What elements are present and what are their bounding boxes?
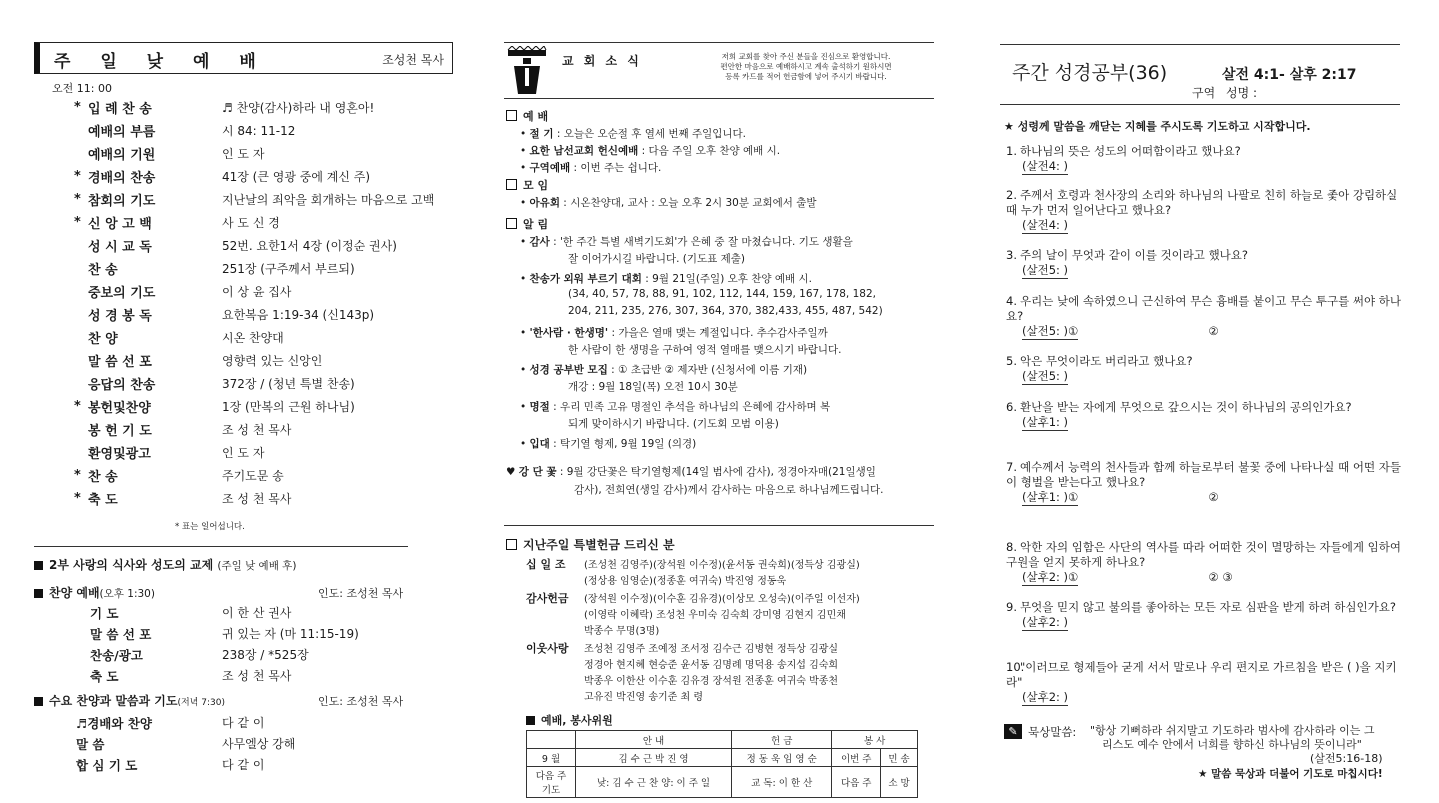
notice-line: • 성경 공부반 모집 : ① 초급반 ② 제자반 (신청서에 이름 기재) bbox=[520, 364, 808, 376]
order-item-label: 봉 헌 기 도 bbox=[88, 424, 152, 439]
answer-reference: (살후2: ) bbox=[1022, 615, 1069, 629]
answer-extra: ② bbox=[1208, 490, 1219, 504]
notice-text: 우리 민족 고유 명절인 추석을 하나님의 은혜에 감사하며 복 bbox=[560, 401, 831, 413]
notice-key: 입대 bbox=[529, 438, 550, 450]
question-text: 악한 자의 임함은 사단의 역사를 따라 어떠한 것이 멸망하는 자들에게 임하여 구원을 얻지 못하게 하나요? bbox=[1006, 540, 1401, 569]
news-item: • 아유회 : 시온찬양대, 교사 : 오늘 오후 2시 30분 교회에서 출발 bbox=[520, 197, 817, 209]
order-item-value: 조 성 천 목사 bbox=[222, 423, 292, 437]
answer-line[interactable] bbox=[1006, 324, 1406, 340]
table-cell: 9 월 bbox=[527, 749, 576, 767]
answer-reference: (살전5: )① bbox=[1022, 324, 1079, 338]
flowers-text: 감사), 전희연(생일 감사)께서 감사하는 마음으로 하나님께드립니다. bbox=[574, 484, 884, 496]
question-text: 환난을 받는 자에게 무엇으로 갚으시는 것이 하나님의 공의인가요? bbox=[1020, 400, 1352, 414]
notice-text: '한 주간 특별 새벽기도회'가 은혜 중 잘 마쳤습니다. 기도 생활을 bbox=[560, 236, 853, 248]
order-item-value: 1장 (만복의 근원 하나님) bbox=[222, 400, 355, 414]
notice-key: 찬송가 외워 부르기 대회 bbox=[529, 273, 642, 285]
bullet-square-icon bbox=[526, 716, 535, 725]
flowers-line: ♥ 강 단 꽃 : 9월 강단꽃은 탁기열형제(14일 범사에 감사), 정경아자매(21일생일 bbox=[506, 466, 876, 478]
answer-line[interactable] bbox=[1006, 615, 1406, 631]
bullet-square-icon bbox=[34, 697, 43, 706]
order-item-label: 찬 송 bbox=[88, 263, 118, 278]
checkbox-icon bbox=[506, 218, 517, 229]
flowers-line bbox=[574, 482, 884, 497]
offering-names: 조성천 김영주 조예정 조서정 김수근 김병현 정득상 김광실 bbox=[584, 644, 839, 655]
order-item-label: 축 도 bbox=[88, 493, 118, 508]
praise-item-value: 238장 / *525장 bbox=[222, 648, 309, 662]
notice-line: • 찬송가 외워 부르기 대회 : 9월 21일(주일) 오후 찬양 예배 시. bbox=[520, 273, 812, 285]
answer-reference: (살후2: ) bbox=[1022, 690, 1069, 704]
worship-time: 오전 11: 00 bbox=[52, 82, 112, 95]
order-item-value: 지난날의 죄악을 회개하는 마음으로 고백 bbox=[222, 193, 435, 207]
question-text: 주께서 호령과 천사장의 소리와 하나님의 나팔로 친히 하늘로 좇아 강림하실 때 누가 먼저 일어난다고 했나요? bbox=[1006, 188, 1398, 217]
answer-line[interactable] bbox=[1006, 415, 1406, 431]
duty-heading: 예배, 봉사위원 bbox=[526, 712, 613, 728]
checkbox-icon bbox=[506, 179, 517, 190]
question-text: "이러므로 형제들아 굳게 서서 말로나 우리 편지로 가르침을 받은 ( )을 지키라" bbox=[1006, 660, 1397, 689]
table-header: 헌 금 bbox=[732, 731, 832, 749]
order-item-value: 372장 / (청년 특별 찬송) bbox=[222, 377, 355, 391]
bullet-square-icon bbox=[34, 589, 43, 598]
offering-names: (이영락 이혜락) 조성천 우미숙 김숙희 강미영 김현지 김민채 bbox=[584, 610, 846, 621]
meditation-verse: "항상 기뻐하라 쉬지말고 기도하라 범사에 감사하라 이는 그 리스도 예수 안에서 너희를 향하신 하나님의 뜻이니라" (살전5:16-18) bbox=[1090, 724, 1383, 765]
question-item bbox=[1006, 460, 1406, 506]
divider bbox=[504, 42, 934, 43]
offering-names: 박종우 이한산 이수훈 김유경 장석원 전종훈 여귀숙 박종천 bbox=[584, 676, 839, 687]
answer-line[interactable] bbox=[1006, 159, 1406, 175]
question-item bbox=[1006, 660, 1406, 706]
order-item-label: 찬 양 bbox=[88, 332, 118, 347]
group-label: 구역 bbox=[1192, 86, 1216, 100]
order-item-label: 응답의 찬송 bbox=[88, 378, 156, 393]
table-header: 봉 사 bbox=[832, 731, 918, 749]
question-text: 무엇을 믿지 않고 불의를 좋아하는 모든 자로 심판을 받게 하려 하심인가요? bbox=[1020, 600, 1396, 614]
order-item-label: 말 씀 선 포 bbox=[88, 355, 152, 370]
checkbox-icon bbox=[506, 110, 517, 121]
name-label: 성명 : bbox=[1226, 86, 1258, 100]
news-item: • 절 기 : 오늘은 오순절 후 열세 번째 주일입니다. bbox=[520, 128, 747, 140]
offering-key: 감사헌금 bbox=[526, 592, 569, 605]
order-item-value: 시온 찬양대 bbox=[222, 331, 284, 345]
answer-line[interactable] bbox=[1006, 218, 1406, 234]
news-item-key: 아유회 bbox=[529, 197, 560, 209]
news-item-key: 절 기 bbox=[529, 128, 554, 140]
praise-item-value: 귀 있는 자 (마 11:15-19) bbox=[222, 627, 359, 641]
divider bbox=[504, 98, 934, 99]
table-header bbox=[527, 731, 576, 749]
news-item-text: 다음 주일 오후 찬양 예배 시. bbox=[648, 145, 781, 157]
question-item bbox=[1006, 248, 1406, 279]
wednesday-item-label: ♬경배와 찬양 bbox=[76, 716, 152, 731]
answer-reference: (살전4: ) bbox=[1022, 159, 1069, 173]
required-standing-marker: * bbox=[74, 399, 81, 414]
praise-leader: 인도: 조성천 목사 bbox=[318, 587, 404, 600]
study-column bbox=[990, 0, 1439, 803]
answer-line[interactable] bbox=[1006, 690, 1406, 706]
table-cell: 다음 주 bbox=[832, 767, 881, 798]
news-item-text: 이번 주는 쉽니다. bbox=[580, 162, 662, 174]
table-cell: 정 동 욱 임 영 순 bbox=[732, 749, 832, 767]
question-number: 4. bbox=[1006, 294, 1017, 308]
question-item bbox=[1006, 188, 1406, 234]
table-row bbox=[527, 731, 918, 749]
order-item-label: 환영및광고 bbox=[88, 447, 151, 462]
offering-names: 박종수 무명(3명) bbox=[584, 626, 660, 637]
worship-preacher: 조성천 목사 bbox=[382, 53, 444, 67]
question-number: 5. bbox=[1006, 354, 1017, 368]
order-item-label: 예배의 부름 bbox=[88, 125, 156, 140]
worship-header bbox=[34, 42, 453, 74]
table-cell: 다음 주 기도 bbox=[527, 767, 576, 798]
answer-extra: ② bbox=[1208, 324, 1219, 338]
church-logo-icon bbox=[506, 46, 550, 96]
table-cell: 민 송 bbox=[881, 749, 918, 767]
answer-extra: ② ③ bbox=[1208, 570, 1233, 584]
notice-text: 가을은 열매 맺는 계절입니다. 추수감사주일까 bbox=[618, 327, 828, 339]
required-standing-marker: * bbox=[74, 169, 81, 184]
notice-line bbox=[568, 305, 883, 317]
study-intro: ★ 성령께 말씀을 깨닫는 지혜를 주시도록 기도하고 시작합니다. bbox=[1004, 120, 1311, 133]
notice-text: 탁기열 형제, 9월 19일 (의경) bbox=[560, 438, 697, 450]
question-item bbox=[1006, 400, 1406, 431]
praise-service-heading: 찬양 예배(오후 1:30) bbox=[34, 584, 155, 601]
question-number: 3. bbox=[1006, 248, 1017, 262]
section-title: 알 림 bbox=[523, 218, 549, 231]
answer-reference: (살후1: ) bbox=[1022, 415, 1069, 429]
question-item bbox=[1006, 540, 1406, 586]
offering-names: 정경아 현지혜 현승준 윤서동 김명례 명덕용 송지섭 김숙희 bbox=[584, 660, 839, 671]
notice-text: 잘 이어가시길 바랍니다. (기도표 제출) bbox=[568, 253, 746, 265]
praise-item-label: 기 도 bbox=[90, 606, 119, 621]
question-number: 8. bbox=[1006, 540, 1017, 554]
notice-line bbox=[568, 416, 779, 431]
praise-item-value: 이 한 산 권사 bbox=[222, 606, 292, 620]
answer-reference: (살전5: ) bbox=[1022, 263, 1069, 277]
wednesday-item-value: 다 같 이 bbox=[222, 716, 265, 730]
news-section-heading bbox=[506, 216, 548, 232]
required-standing-marker: * bbox=[74, 100, 81, 115]
answer-line[interactable] bbox=[1006, 369, 1406, 385]
checkbox-icon bbox=[506, 539, 517, 550]
question-text: 예수께서 능력의 천사들과 함께 하늘로부터 불꽃 중에 나타나실 때 어떤 자들이 형벌을 받는다고 했나요? bbox=[1006, 460, 1401, 489]
praise-item-label: 말 씀 선 포 bbox=[90, 627, 152, 642]
order-item-label: 봉헌및찬양 bbox=[88, 401, 151, 416]
notice-key: 성경 공부반 모집 bbox=[529, 364, 608, 376]
offering-names: (정상용 임영순)(정종훈 여귀숙) 박진영 정동욱 bbox=[584, 576, 787, 587]
news-item: • 구역예배 : 이번 주는 쉽니다. bbox=[520, 162, 662, 174]
table-row bbox=[527, 767, 918, 798]
news-item-key: 구역예배 bbox=[529, 162, 571, 174]
news-title: 교 회 소 식 bbox=[562, 54, 642, 68]
answer-reference: (살후2: )① bbox=[1022, 570, 1079, 584]
notice-line: • 입대 : 탁기열 형제, 9월 19일 (의경) bbox=[520, 438, 697, 450]
order-item-label: 입 례 찬 송 bbox=[88, 102, 152, 117]
wednesday-item-label: 말 씀 bbox=[76, 737, 105, 752]
question-number: 10. bbox=[1006, 660, 1025, 674]
study-range: 살전 4:1- 살후 2:17 bbox=[1222, 67, 1357, 83]
table-cell: 소 망 bbox=[881, 767, 918, 798]
book-icon: ✎ bbox=[1004, 724, 1022, 739]
table-cell: 낮: 김 수 근 찬 양: 이 주 일 bbox=[576, 767, 732, 798]
order-item-label: 성 시 교 독 bbox=[88, 240, 152, 255]
divider bbox=[34, 546, 408, 547]
wednesday-leader: 인도: 조성천 목사 bbox=[318, 695, 404, 708]
offering-names: 고유진 박진영 송기준 최 령 bbox=[584, 692, 703, 703]
order-item-value: 주기도문 송 bbox=[222, 469, 284, 483]
question-item bbox=[1006, 354, 1406, 385]
table-cell: 김 수 근 박 진 영 bbox=[576, 749, 732, 767]
required-standing-marker: * bbox=[74, 215, 81, 230]
wednesday-heading: 수요 찬양과 말씀과 기도(저녁 7:30) bbox=[34, 692, 225, 709]
standing-note: * 표는 일어섭니다. bbox=[175, 522, 245, 532]
closing-note: ★ 말씀 묵상과 더불어 기도로 마칩시다! bbox=[1198, 768, 1383, 780]
notice-line: • '한사람 · 한생명' : 가을은 열매 맺는 계절입니다. 추수감사주일까 bbox=[520, 327, 828, 339]
flowers-key: 강 단 꽃 bbox=[518, 466, 557, 478]
question-text: 주의 날이 무엇과 같이 이를 것이라고 했나요? bbox=[1020, 248, 1248, 262]
divider bbox=[504, 525, 934, 526]
order-item-label: 찬 송 bbox=[88, 470, 118, 485]
table-cell: 이번 주 bbox=[832, 749, 881, 767]
order-item-value: 251장 (구주께서 부르되) bbox=[222, 262, 355, 276]
worship-title: 주 일 낮 예 배 bbox=[54, 52, 268, 72]
order-item-label: 성 경 봉 독 bbox=[88, 309, 152, 324]
divider bbox=[1000, 44, 1400, 45]
news-item-text: 시온찬양대, 교사 : 오늘 오후 2시 30분 교회에서 출발 bbox=[570, 197, 817, 209]
notice-text: 9월 21일(주일) 오후 찬양 예배 시. bbox=[652, 273, 812, 285]
offering-names: (조성천 김영주)(장석원 이수정)(윤서동 권숙희)(정득상 김광실) bbox=[584, 560, 860, 571]
notice-line bbox=[568, 251, 745, 266]
answer-reference: (살전5: ) bbox=[1022, 369, 1069, 383]
offering-key: 이웃사랑 bbox=[526, 642, 569, 655]
notice-text: 되게 맞이하시기 바랍니다. (기도회 모범 이용) bbox=[568, 418, 779, 430]
section-title: 예 배 bbox=[523, 110, 549, 123]
study-title: 주간 성경공부(36) bbox=[1012, 62, 1168, 84]
answer-reference: (살전4: ) bbox=[1022, 218, 1069, 232]
required-standing-marker: * bbox=[74, 491, 81, 506]
question-text: 하나님의 뜻은 성도의 어떠함이라고 했나요? bbox=[1020, 144, 1241, 158]
notice-key: '한사람 · 한생명' bbox=[529, 327, 609, 339]
wednesday-item-label: 합 심 기 도 bbox=[76, 758, 138, 773]
required-standing-marker: * bbox=[74, 468, 81, 483]
question-number: 6. bbox=[1006, 400, 1017, 414]
question-text: 우리는 낮에 속하였으니 근신하여 무슨 흉배를 붙이고 무슨 투구를 써야 하나요? bbox=[1006, 294, 1401, 323]
praise-item-label: 찬송/광고 bbox=[90, 648, 143, 663]
wednesday-item-value: 다 같 이 bbox=[222, 758, 265, 772]
news-section-heading bbox=[506, 108, 548, 124]
praise-item-label: 축 도 bbox=[90, 669, 119, 684]
offering-names: (장석원 이수정)(이수훈 김유경)(이상모 오성숙)(이주일 이선자) bbox=[584, 594, 860, 605]
required-standing-marker: * bbox=[74, 192, 81, 207]
question-item bbox=[1006, 294, 1406, 340]
order-item-value: 시 84: 11-12 bbox=[222, 124, 296, 138]
order-item-value: 52번. 요한1서 4장 (이정순 권사) bbox=[222, 239, 397, 253]
offering-key: 십 일 조 bbox=[526, 558, 566, 571]
order-item-value: ♬ 찬양(감사)하라 내 영혼아! bbox=[222, 101, 375, 115]
order-item-label: 참회의 기도 bbox=[88, 194, 156, 209]
praise-item-value: 조 성 천 목사 bbox=[222, 669, 292, 683]
order-item-value: 영향력 있는 신앙인 bbox=[222, 354, 323, 368]
order-item-value: 이 상 윤 집사 bbox=[222, 285, 292, 299]
bullet-square-icon bbox=[34, 561, 43, 570]
welcome-note: 저희 교회를 찾아 주신 분들을 진심으로 환영합니다. 편안한 마음으로 예배하시고 계속 출석하기 원하시면 등록 카드를 적어 헌금함에 넣어 주시기 바랍니다. bbox=[720, 52, 892, 81]
notice-key: 명절 bbox=[529, 401, 550, 413]
order-item-value: 41장 (큰 영광 중에 계신 주) bbox=[222, 170, 371, 184]
news-item-key: 요한 남선교회 헌신예배 bbox=[529, 145, 639, 157]
notice-line bbox=[568, 379, 738, 394]
notice-line: • 명절 : 우리 민족 고유 명절인 추석을 하나님의 은혜에 감사하며 복 bbox=[520, 401, 831, 413]
second-part-heading: 2부 사랑의 식사와 성도의 교제 (주일 낮 예배 후) bbox=[34, 556, 296, 573]
offering-heading: 지난주일 특별헌금 드리신 분 bbox=[506, 536, 675, 553]
question-item bbox=[1006, 144, 1406, 175]
table-row bbox=[527, 749, 918, 767]
order-item-label: 중보의 기도 bbox=[88, 286, 156, 301]
wednesday-item-value: 사무엘상 강해 bbox=[222, 737, 296, 751]
order-item-value: 인 도 자 bbox=[222, 147, 265, 161]
question-text: 악은 무엇이라도 버리라고 했나요? bbox=[1020, 354, 1193, 368]
order-item-value: 조 성 천 목사 bbox=[222, 492, 292, 506]
section-title: 모 임 bbox=[523, 179, 549, 192]
order-item-value: 인 도 자 bbox=[222, 446, 265, 460]
question-number: 2. bbox=[1006, 188, 1017, 202]
notice-line bbox=[568, 288, 876, 300]
answer-line[interactable] bbox=[1006, 263, 1406, 279]
news-item-text: 오늘은 오순절 후 열세 번째 주일입니다. bbox=[563, 128, 747, 140]
notice-line bbox=[568, 342, 841, 357]
duty-table bbox=[526, 730, 918, 798]
table-header: 안 내 bbox=[576, 731, 732, 749]
notice-text: 개강 : 9월 18일(목) 오전 10시 30분 bbox=[568, 381, 738, 393]
notice-key: 감사 bbox=[529, 236, 550, 248]
question-item bbox=[1006, 600, 1406, 631]
answer-reference: (살후1: )① bbox=[1022, 490, 1079, 504]
news-column bbox=[490, 0, 950, 803]
answer-line[interactable] bbox=[1006, 490, 1406, 506]
worship-column bbox=[0, 0, 470, 803]
order-item-value: 사 도 신 경 bbox=[222, 216, 280, 230]
order-item-label: 경배의 찬송 bbox=[88, 171, 156, 186]
answer-line[interactable] bbox=[1006, 570, 1406, 586]
order-item-value: 요한복음 1:19-34 (신143p) bbox=[222, 308, 375, 322]
notice-text: 204, 211, 235, 276, 307, 364, 370, 382,433, 455, 487, 542) bbox=[568, 305, 883, 317]
flowers-text: 9월 강단꽃은 탁기열형제(14일 범사에 감사), 정경아자매(21일생일 bbox=[566, 466, 876, 478]
notice-line: • 감사 : '한 주간 특별 새벽기도회'가 은혜 중 잘 마쳤습니다. 기도 생활을 bbox=[520, 236, 853, 248]
question-number: 1. bbox=[1006, 144, 1017, 158]
order-item-label: 신 앙 고 백 bbox=[88, 217, 152, 232]
notice-text: (34, 40, 57, 78, 88, 91, 102, 112, 144, 159, 167, 178, 182, bbox=[568, 288, 876, 300]
notice-text: ① 초급반 ② 제자반 (신청서에 이름 기재) bbox=[618, 364, 808, 376]
meditation-label: 묵상말씀: bbox=[1028, 725, 1077, 739]
news-item: • 요한 남선교회 헌신예배 : 다음 주일 오후 찬양 예배 시. bbox=[520, 145, 781, 157]
news-section-heading bbox=[506, 177, 548, 193]
question-number: 7. bbox=[1006, 460, 1017, 474]
question-number: 9. bbox=[1006, 600, 1017, 614]
divider bbox=[1000, 104, 1400, 105]
notice-text: 한 사람이 한 생명을 구하여 영적 열매를 맺으시기 바랍니다. bbox=[568, 344, 842, 356]
order-item-label: 예배의 기원 bbox=[88, 148, 156, 163]
table-cell: 교 독: 이 한 산 bbox=[732, 767, 832, 798]
